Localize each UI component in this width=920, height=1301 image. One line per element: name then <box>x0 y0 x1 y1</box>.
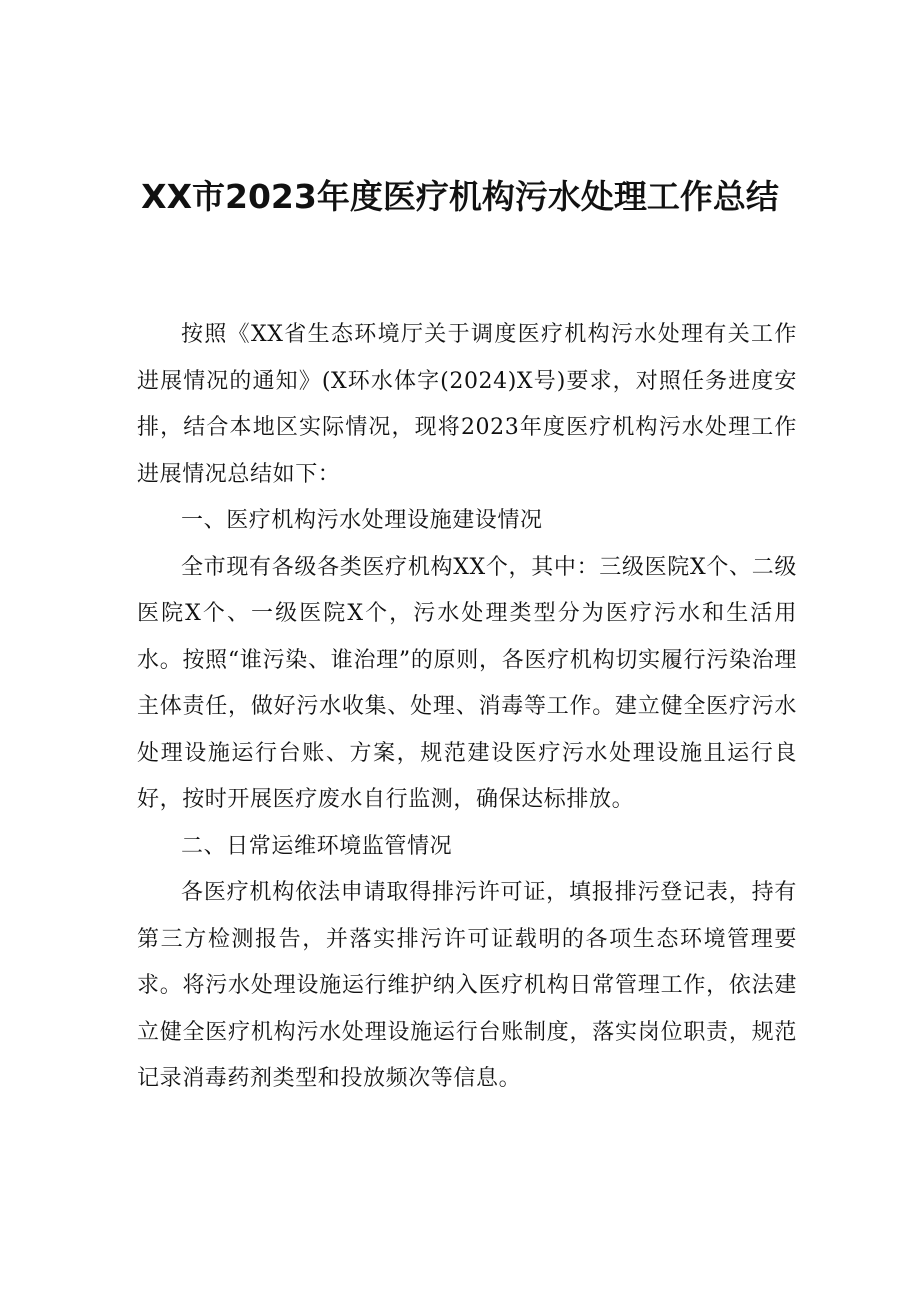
section-1-paragraph: 全市现有各级各类医疗机构XX个，其中：三级医院X个、二级医院X个、一级医院X个，污水处理类型分为医疗污水和生活用水。按照“谁污染、谁治理”的原则，各医疗机构切实履行污染治理主体责任，做好污水收集、处理、消毒等工作。建立健全医疗污水处理设施运行台账、方案，规范建设医疗污水处理设施且运行良好，按时开展医疗废水自行监测，确保达标排放。 <box>137 554 797 812</box>
document-title: XX市2023年度医疗机构污水处理工作总结 <box>141 177 779 216</box>
section-heading-2: 二、日常运维环境监管情况 <box>181 833 453 859</box>
section-heading-1: 一、医疗机构污水处理设施建设情况 <box>181 508 543 533</box>
section-2-paragraph: 各医疗机构依法申请取得排污许可证，填报排污登记表，持有第三方检测报告，并落实排污许可证载明的各项生态环境管理要求。将污水处理设施运行维护纳入医疗机构日常管理工作，依法建立健全医疗机构污水处理设施运行台账制度，落实岗位职责，规范记录消毒药剂类型和投放频次等信息。 <box>137 880 797 1091</box>
document-body <box>137 312 797 1103</box>
intro-paragraph: 按照《XX省生态环境厅关于调度医疗机构污水处理有关工作进展情况的通知》(X环水体字(2024)X号)要求，对照任务进度安排，结合本地区实际情况，现将2023年度医疗机构污水处理工作进展情况总结如下： <box>137 322 797 487</box>
